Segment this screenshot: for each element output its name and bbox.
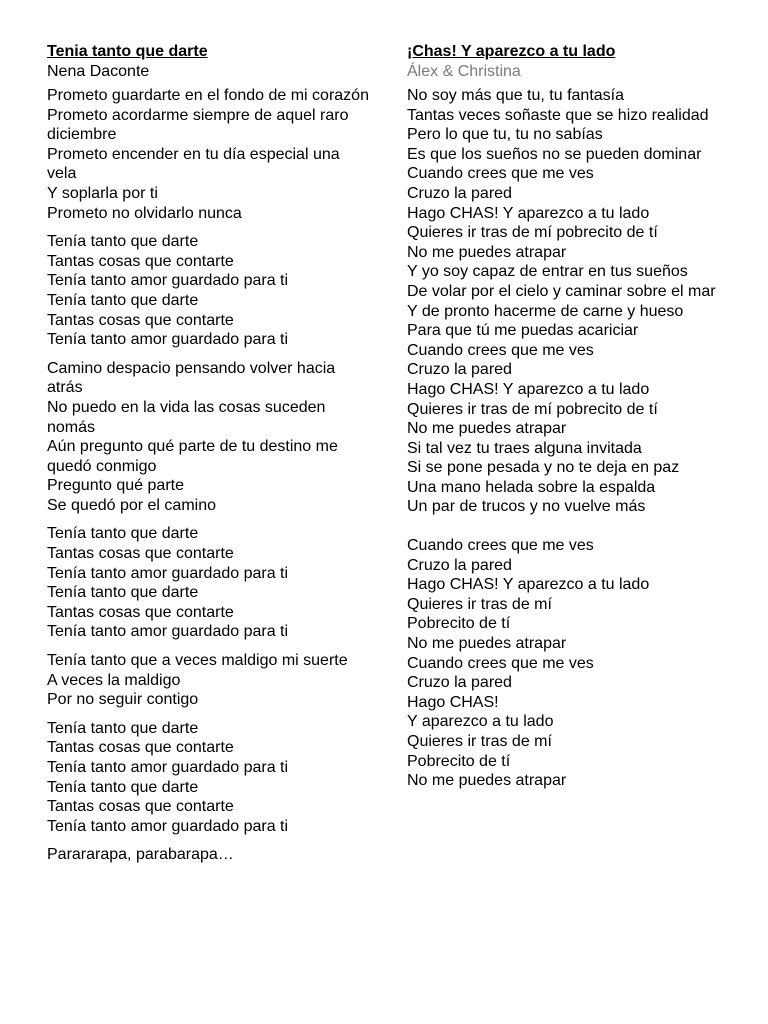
- lyric-line: De volar por el cielo y caminar sobre el mar: [407, 282, 716, 300]
- lyric-line: Tantas cosas que contarte: [47, 545, 234, 563]
- lyric-line: Tantas cosas que contarte: [47, 603, 234, 621]
- lyric-line: Se quedó por el camino: [47, 496, 216, 514]
- lyric-line: A veces la maldigo: [47, 671, 181, 689]
- lyric-line: Hago CHAS! Y aparezco a tu lado: [407, 204, 650, 222]
- left-song-column: [47, 42, 372, 874]
- lyric-line: Si se pone pesada y no te deja en paz: [407, 459, 680, 477]
- lyric-line: No me puedes atrapar: [407, 635, 567, 653]
- lyric-line: Tantas cosas que contarte: [47, 311, 234, 329]
- lyric-line: Cruzo la pared: [407, 674, 512, 692]
- lyric-line: Tenía tanto que darte: [47, 584, 199, 602]
- lyric-line: Hago CHAS! Y aparezco a tu lado: [407, 380, 650, 398]
- lyric-line: Y aparezco a tu lado: [407, 713, 554, 731]
- lyric-line: Pobrecito de tí: [407, 752, 511, 770]
- lyric-line: Tenía tanto que darte: [47, 233, 199, 251]
- lyrics-stanza: [407, 536, 737, 791]
- lyric-line: Tantas cosas que contarte: [47, 739, 234, 757]
- lyric-line: No soy más que tu, tu fantasía: [407, 87, 625, 104]
- lyric-line: Cruzo la pared: [407, 184, 512, 202]
- lyrics-body: [407, 86, 737, 791]
- lyric-line: Tenía tanto amor guardado para ti: [47, 817, 289, 835]
- lyrics-stanza: [407, 86, 737, 517]
- lyric-line: Tantas veces soñaste que se hizo realidad: [407, 106, 709, 124]
- lyric-line: Aún pregunto qué parte de tu destino me quedó conmigo: [47, 438, 338, 475]
- lyrics-stanza: [47, 524, 372, 642]
- lyric-line: Prometo no olvidarlo nunca: [47, 204, 242, 222]
- lyrics-body: [47, 86, 372, 865]
- lyric-line: Hago CHAS! Y aparezco a tu lado: [407, 576, 650, 594]
- lyric-line: Prometo acordarme siempre de aquel raro diciembre: [47, 106, 349, 144]
- lyric-line: Si tal vez tu traes alguna invitada: [407, 439, 642, 457]
- song-artist: Nena Daconte: [47, 63, 150, 80]
- lyric-line: Pregunto qué parte: [47, 477, 184, 495]
- lyric-line: Es que los sueños no se pueden dominar: [407, 145, 702, 163]
- lyric-line: Cuando crees que me ves: [407, 537, 594, 555]
- lyric-line: Hago CHAS!: [407, 693, 499, 711]
- lyric-line: Cuando crees que me ves: [407, 654, 594, 672]
- lyric-line: Tantas cosas que contarte: [47, 252, 234, 270]
- lyric-line: Un par de trucos y no vuelve más: [407, 498, 646, 516]
- lyric-line: Tenía tanto amor guardado para ti: [47, 759, 289, 776]
- lyric-line: Quieres ir tras de mí: [407, 595, 552, 613]
- lyrics-stanza: [47, 232, 372, 350]
- lyric-line: No me puedes atrapar: [407, 420, 567, 438]
- lyric-line: Tenía tanto que darte: [47, 719, 199, 737]
- lyric-line: Tenía tanto amor guardado para ti: [47, 623, 289, 641]
- right-song-column: [407, 42, 737, 800]
- lyric-line: Cuando crees que me ves: [407, 341, 594, 359]
- lyric-line: Una mano helada sobre la espalda: [407, 478, 656, 496]
- lyrics-stanza: [47, 845, 372, 865]
- lyrics-stanza: [47, 86, 372, 223]
- lyric-line: Para que tú me puedas acariciar: [407, 322, 639, 340]
- lyric-line: Prometo encender en tu día especial una vela: [47, 145, 340, 183]
- lyric-line: No me puedes atrapar: [407, 243, 567, 261]
- lyric-line: Cruzo la pared: [407, 556, 512, 574]
- lyric-line: Tenía tanto que a veces maldigo mi suerte: [47, 652, 348, 670]
- lyric-line: Cuando crees que me ves: [407, 165, 594, 183]
- lyric-line: Tenía tanto que darte: [47, 291, 199, 309]
- lyric-line: Pero lo que tu, tu no sabías: [407, 126, 603, 144]
- lyric-line: Quieres ir tras de mí pobrecito de tí: [407, 224, 658, 242]
- lyric-line: Camino despacio pensando volver hacia atrás: [47, 359, 336, 397]
- lyric-line: Tenía tanto amor guardado para ti: [47, 272, 289, 290]
- lyric-line: Cruzo la pared: [407, 361, 512, 379]
- lyric-line: No me puedes atrapar: [407, 772, 567, 790]
- song-artist: Álex & Christina: [407, 63, 521, 80]
- lyric-line: Parararapa, parabarapa…: [47, 846, 234, 864]
- lyric-line: Tenía tanto que darte: [47, 525, 199, 543]
- lyric-line: Y soplarla por ti: [47, 184, 158, 202]
- lyric-line: Pobrecito de tí: [407, 615, 511, 633]
- lyric-line: Tenía tanto amor guardado para ti: [47, 331, 289, 349]
- lyric-line: Y de pronto hacerme de carne y hueso: [407, 302, 684, 320]
- lyrics-stanza: [47, 719, 372, 837]
- lyric-line: Prometo guardarte en el fondo de mi corazón: [47, 87, 369, 104]
- lyric-line: Tantas cosas que contarte: [47, 798, 234, 816]
- lyric-line: Tenía tanto amor guardado para ti: [47, 564, 289, 582]
- lyrics-stanza: [47, 651, 372, 710]
- lyric-line: Quieres ir tras de mí: [407, 733, 552, 750]
- song-title: Tenia tanto que darte: [47, 43, 208, 60]
- lyric-line: Y yo soy capaz de entrar en tus sueños: [407, 263, 688, 281]
- lyric-line: No puedo en la vida las cosas suceden nomás: [47, 398, 326, 436]
- lyrics-stanza: [47, 359, 372, 516]
- song-title: ¡Chas! Y aparezco a tu lado: [407, 43, 616, 60]
- lyric-line: Quieres ir tras de mí pobrecito de tí: [407, 400, 658, 418]
- lyric-line: Tenía tanto que darte: [47, 778, 199, 796]
- lyric-line: Por no seguir contigo: [47, 691, 199, 709]
